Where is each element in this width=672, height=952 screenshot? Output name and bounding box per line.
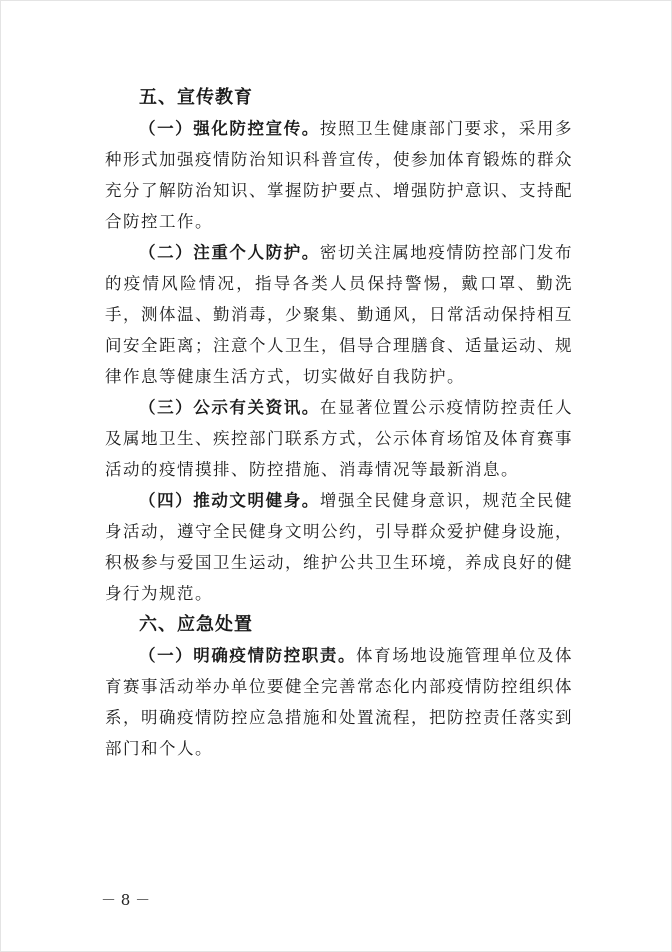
- paragraph-lead: （一）明确疫情防控职责。: [139, 646, 357, 665]
- paragraph-publicity-1: [105, 113, 573, 237]
- paragraph-text: 在显著位置公示疫情防控责任人及属地卫生、疾控部门联系方式，公示体育场馆及体育赛事活动的疫情摸排、防控措施、消毒情况等最新消息。: [105, 398, 574, 479]
- paragraph-publicity-2: [105, 237, 573, 392]
- section-heading-publicity: 五、宣传教育: [139, 87, 253, 108]
- paragraph-publicity-3: [105, 392, 573, 485]
- paragraph-emergency-1: [105, 640, 573, 764]
- paragraph-publicity-4: [105, 485, 573, 609]
- paragraph-lead: （三）公示有关资讯。: [139, 398, 320, 417]
- paragraph-text: 按照卫生健康部门要求，采用多种形式加强疫情防治知识科普宣传，使参加体育锻炼的群众充分了解防治知识、掌握防护要点、增强防护意识、支持配合防控工作。: [105, 119, 574, 231]
- paragraph-text: 密切关注属地疫情防控部门发布的疫情风险情况，指导各类人员保持警惕，戴口罩、勤洗手，测体温、勤消毒，少聚集、勤通风，日常活动保持相互间安全距离；注意个人卫生，倡导合理膳食、适量运动、规律作息等健康生活方式，切实做好自我防护。: [105, 243, 574, 386]
- page-number: － 8 －: [101, 891, 151, 909]
- document-body: [105, 82, 573, 764]
- paragraph-lead: （二）注重个人防护。: [139, 243, 320, 262]
- paragraph-lead: （四）推动文明健身。: [139, 491, 320, 510]
- paragraph-lead: （一）强化防控宣传。: [139, 119, 320, 138]
- paragraph-text: 增强全民健身意识，规范全民健身活动，遵守全民健身文明公约，引导群众爱护健身设施，积极参与爱国卫生运动，维护公共卫生环境，养成良好的健身行为规范。: [105, 491, 574, 603]
- section-heading-emergency: 六、应急处置: [139, 614, 253, 635]
- paragraph-text: 体育场地设施管理单位及体育赛事活动举办单位要健全完善常态化内部疫情防控组织体系，明确疫情防控应急措施和处置流程，把防控责任落实到部门和个人。: [105, 646, 574, 758]
